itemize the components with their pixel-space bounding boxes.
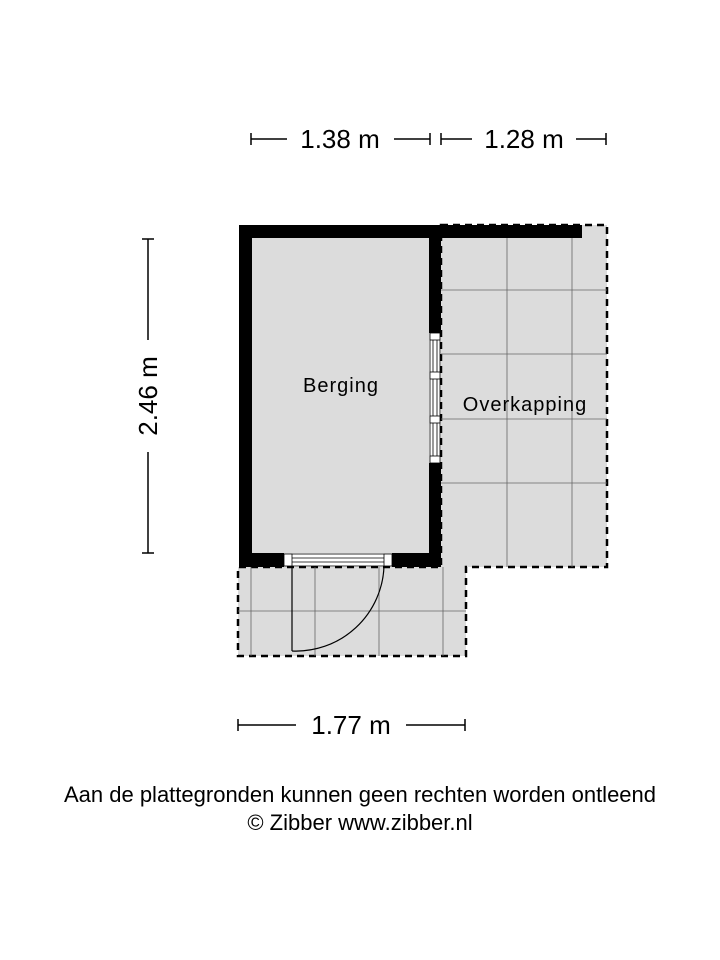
dimension-left: 2.46 m — [133, 356, 163, 436]
window — [430, 333, 440, 463]
room-label-overkapping: Overkapping — [462, 394, 588, 416]
room-label-berging: Berging — [303, 375, 379, 397]
dimension-bottom: 1.77 m — [311, 710, 391, 740]
dimension-top-right: 1.28 m — [484, 124, 564, 154]
copyright-text: © Zibber www.zibber.nl — [247, 810, 473, 835]
dimension-top-left: 1.38 m — [300, 124, 380, 154]
disclaimer-text: Aan de plattegronden kunnen geen rechten worden ontleend — [63, 782, 657, 807]
